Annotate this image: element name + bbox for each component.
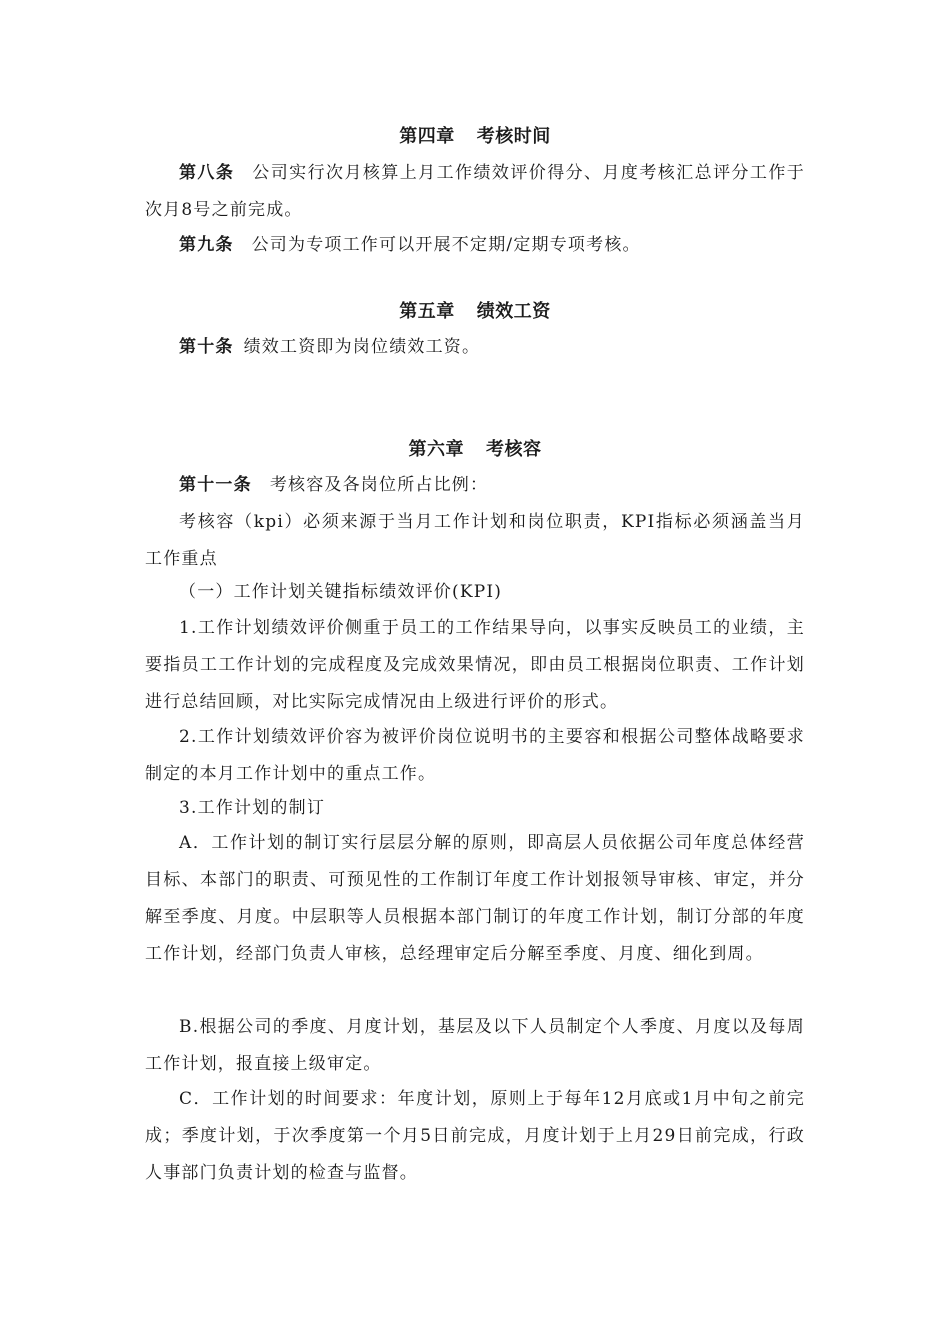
article-9 [145,227,805,264]
chapter-title: 考核容 [486,439,542,460]
article-label: 第十条 [179,337,234,357]
article-label: 第九条 [179,235,234,255]
chapter-title: 考核时间 [476,126,551,147]
paragraph-item-1: 1.工作计划绩效评价侧重于员工的工作结果导向，以事实反映员工的业绩，主要指员工工作计划的完成程度及完成效果情况，即由员工根据岗位职责、工作计划进行总结回顾，对比实际完成情况由上级进行评价的形式。 [145,618,805,712]
chapter-number: 第五章 [399,301,455,322]
chapter-title: 绩效工资 [476,301,551,322]
article-10 [145,329,805,366]
article-8 [145,155,805,229]
paragraph-kpi-source: 考核容（kpi）必须来源于当月工作计划和岗位职责，KPI指标必须涵盖当月工作重点 [145,512,805,569]
chapter-5-heading [145,300,805,324]
article-text: 绩效工资即为岗位绩效工资。 [243,337,481,357]
chapter-4-heading [145,125,805,149]
chapter-6-heading [145,438,805,462]
article-label: 第八条 [179,163,235,183]
paragraph-section-1: （一）工作计划关键指标绩效评价(KPI) [179,582,503,602]
paragraph-item-2: 2.工作计划绩效评价容为被评价岗位说明书的主要容和根据公司整体战略要求制定的本月工作计划中的重点工作。 [145,727,805,784]
article-label: 第十一条 [179,475,252,495]
article-text: 公司为专项工作可以开展不定期/定期专项考核。 [251,235,641,255]
article-11 [145,467,805,504]
article-text: 考核容及各岗位所占比例： [269,475,489,495]
chapter-number: 第四章 [399,126,455,147]
article-text: 公司实行次月核算上月工作绩效评价得分、月度考核汇总评分工作于次月8号之前完成。 [145,163,805,220]
chapter-number: 第六章 [408,439,464,460]
paragraph-item-3: 3.工作计划的制订 [179,798,326,818]
paragraph-item-b: B.根据公司的季度、月度计划，基层及以下人员制定个人季度、月度以及每周工作计划，报直接上级审定。 [145,1017,805,1074]
paragraph-item-c: C．工作计划的时间要求：年度计划，原则上于每年12月底或1月中旬之前完成；季度计划，于次季度第一个月5日前完成，月度计划于上月29日前完成，行政人事部门负责计划的检查与监督。 [145,1089,805,1183]
paragraph-item-a: A．工作计划的制订实行层层分解的原则，即高层人员依据公司年度总体经营目标、本部门的职责、可预见性的工作制订年度工作计划报领导审核、审定，并分解至季度、月度。中层职等人员根据本部门制订的年度工作计划，制订分部的年度工作计划，经部门负责人审核，总经理审定后分解至季度、月度、细化到周。 [145,833,805,964]
